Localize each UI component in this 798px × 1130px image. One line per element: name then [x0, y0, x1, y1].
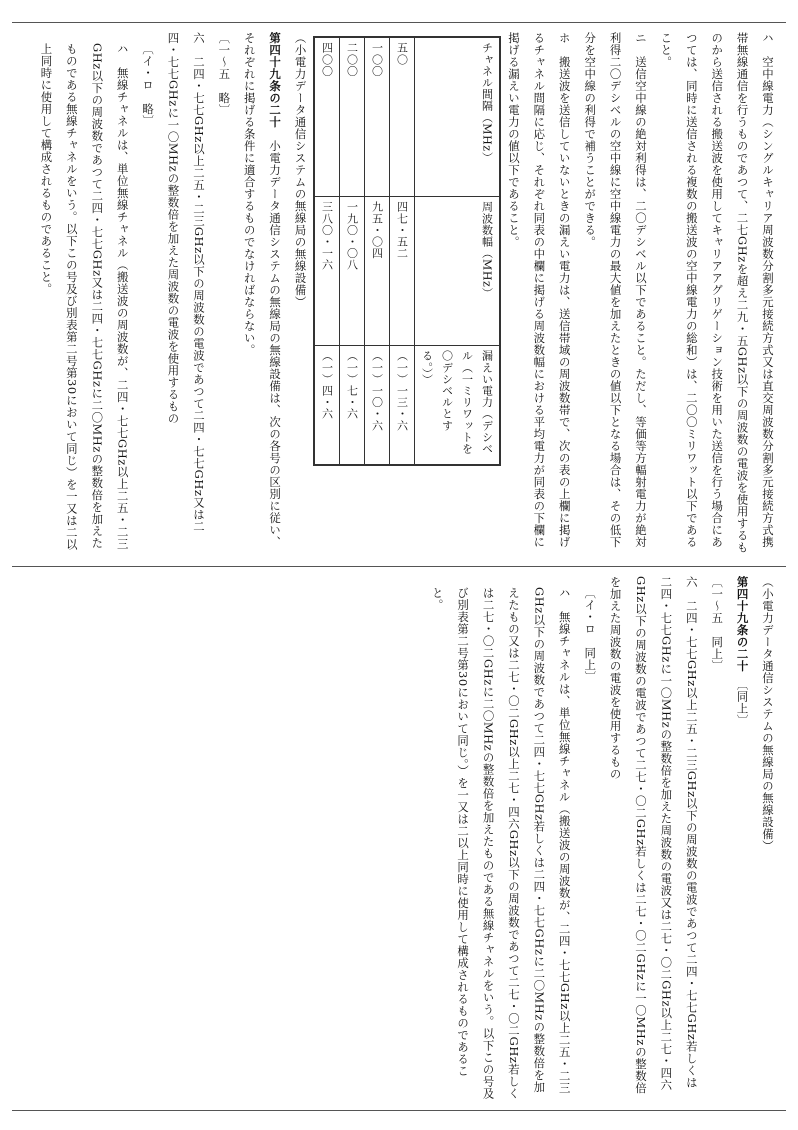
table-cell: 二〇〇 [339, 38, 364, 197]
upper-ni-label: ニ [633, 32, 648, 44]
upper-item6-text: 二四・七七GHz以上二五・二三GHz以下の周波数の電波であつて二四・七七GHz又は二四・七七GHzに一〇MHzの整数倍を加えた周波数の電波を使用するもの [166, 32, 206, 533]
table-cell: （一）七・六 [339, 346, 364, 465]
top-rule [12, 22, 786, 23]
bottom-rule [12, 1110, 786, 1111]
upper-item-ha2 [33, 32, 135, 556]
lower-article [729, 576, 754, 1100]
lower-panel [14, 570, 784, 1106]
upper-vertical-text [33, 32, 780, 556]
table-cell: 九五・〇四 [364, 197, 389, 346]
lower-article-number: 第四十九条の二十 [735, 576, 750, 672]
lower-item-ha [424, 576, 576, 1100]
lower-same-note: 〔同上〕 [735, 684, 750, 727]
table-cell: （一）一〇・六 [364, 346, 389, 465]
table-cell: 三八〇・一六 [314, 197, 339, 346]
upper-ha2-label: ハ [115, 43, 130, 55]
upper-ho-text: 搬送波を送信していないときの漏えい電力は、送信帯域の周波数帯で、次の表の上欄に掲げるチャネル間隔に応じ、それぞれ同表の中欄に掲げる周波数幅における平均電力が同表の下欄に掲げる漏えい電力の値以下であること。 [506, 32, 572, 548]
table-header-row [414, 38, 499, 465]
lower-item-6 [602, 576, 704, 1100]
table-cell: 一九〇・〇八 [339, 197, 364, 346]
upper-ha-label: ハ [761, 32, 775, 44]
upper-article [236, 32, 287, 556]
table-cell: 四七・五二 [389, 197, 414, 346]
table-header-cell: チャネル間隔（MHz） [414, 38, 499, 197]
lower-ha-label: ハ [557, 587, 572, 599]
lower-omit-2: 〔イ・ロ 同上〕 [583, 587, 598, 683]
upper-section-title: （小電力データ通信システムの無線局の無線設備） [293, 32, 308, 308]
upper-omit-1: 〔一～五 略〕 [217, 32, 232, 116]
upper-item-6 [160, 32, 211, 556]
upper-panel [14, 26, 784, 562]
upper-ni-text: 送信空中線の絶対利得は、二〇デシベル以下であること。ただし、等価等方輻射電力が絶対利得二〇デシベルの空中線に空中線電力の最大値を加えたときの値以下となる場合は、その低下分を空中線の利得で補うことができる。 [583, 32, 648, 548]
lower-omit-1: 〔一～五 同上〕 [710, 576, 725, 672]
lower-section-title: （小電力データ通信システムの無線局の無線設備） [761, 576, 775, 852]
upper-ho-label: ホ [557, 32, 572, 44]
leakage-power-table [313, 36, 501, 466]
table-cell: 五〇 [389, 38, 414, 197]
table-cell: （一）四・六 [314, 346, 339, 465]
table-row [364, 38, 389, 465]
upper-article-text: 小電力データ通信システムの無線局の無線設備は、次の各号の区別に従い、それぞれに掲げる条件に適合するものでなければならない。 [242, 32, 283, 548]
middle-rule [12, 566, 786, 567]
upper-item-ni [577, 32, 653, 556]
upper-item-ho [501, 32, 577, 556]
table-row [339, 38, 364, 465]
table-cell: 四〇〇 [314, 38, 339, 197]
table-row [314, 38, 339, 465]
upper-item6-label: 六 [191, 32, 206, 44]
lower-ha-text: 無線チャネルは、単位無線チャネル（搬送波の周波数が、二四・七七GHz以上二五・二三GHz以下の周波数であつて二四・七七GHz若しくは二四・七七GHzに二〇MHzの整数倍を加えたもの又は二七・〇二GHz以上二七・四六GHz以下の周波数であつて二七・〇二GHz若しくは二七・〇二GHzに二〇MHzの整数倍を加えたものである無線チャネルをいう。以下この号及び別表第二号第30において同じ。）を一又は二以上同時に使用して構成されるものであること。 [430, 587, 572, 1100]
lower-vertical-text [424, 576, 780, 1100]
upper-item-ha [653, 32, 780, 556]
lower-item6-label: 六 [684, 576, 699, 588]
upper-article-number: 第四十九条の二十 [268, 32, 283, 128]
table-cell: 一〇〇 [364, 38, 389, 197]
table-header-cell: 周波数幅（MHz） [414, 197, 499, 346]
table-header-cell: 漏えい電力（デシベル（一ミリワットを〇デシベルとする。）） [414, 346, 499, 465]
table-row [389, 38, 414, 465]
lower-item6-text: 二四・七七GHz以上二五・二三GHz以下の周波数の電波であつて二四・七七GHz若しくは二四・七七GHzに一〇MHzの整数倍を加えた周波数の電波又は二七・〇二GHz以上二七・四六GHz以下の周波数の電波であつて二七・〇二GHz若しくは二七・〇二GHzに一〇MHzの整数倍を加えた周波数の電波を使用するもの [608, 576, 699, 1094]
upper-ha2-text: 無線チャネルは、単位無線チャネル（搬送波の周波数が、二四・七七GHz以上二五・二三GHz以下の周波数であつて二四・七七GHz又は二四・七七GHzに二〇MHzの整数倍を加えたものである無線チャネルをいう。以下この号及び別表第二号第30において同じ）を一又は二以上同時に使用して構成されるものであること。 [39, 43, 130, 551]
table-cell: （一）一三・六 [389, 346, 414, 465]
upper-ha-text: 空中線電力（シングルキャリア周波数分割多元接続方式又は直交周波数分割多元接続方式携帯無線通信を行うものであつて、二七GHzを超え二九・五GHz以下の周波数の電波を使用するものから送信される搬送波を使用してキャリアアグリゲーション技術を用いた送信を行う場合にあつては、同時に送信される複数の搬送波の空中線電力の総和）は、二〇〇ミリワット以下であること。 [659, 32, 775, 554]
upper-omit-2: 〔イ・ロ 略〕 [141, 43, 156, 127]
